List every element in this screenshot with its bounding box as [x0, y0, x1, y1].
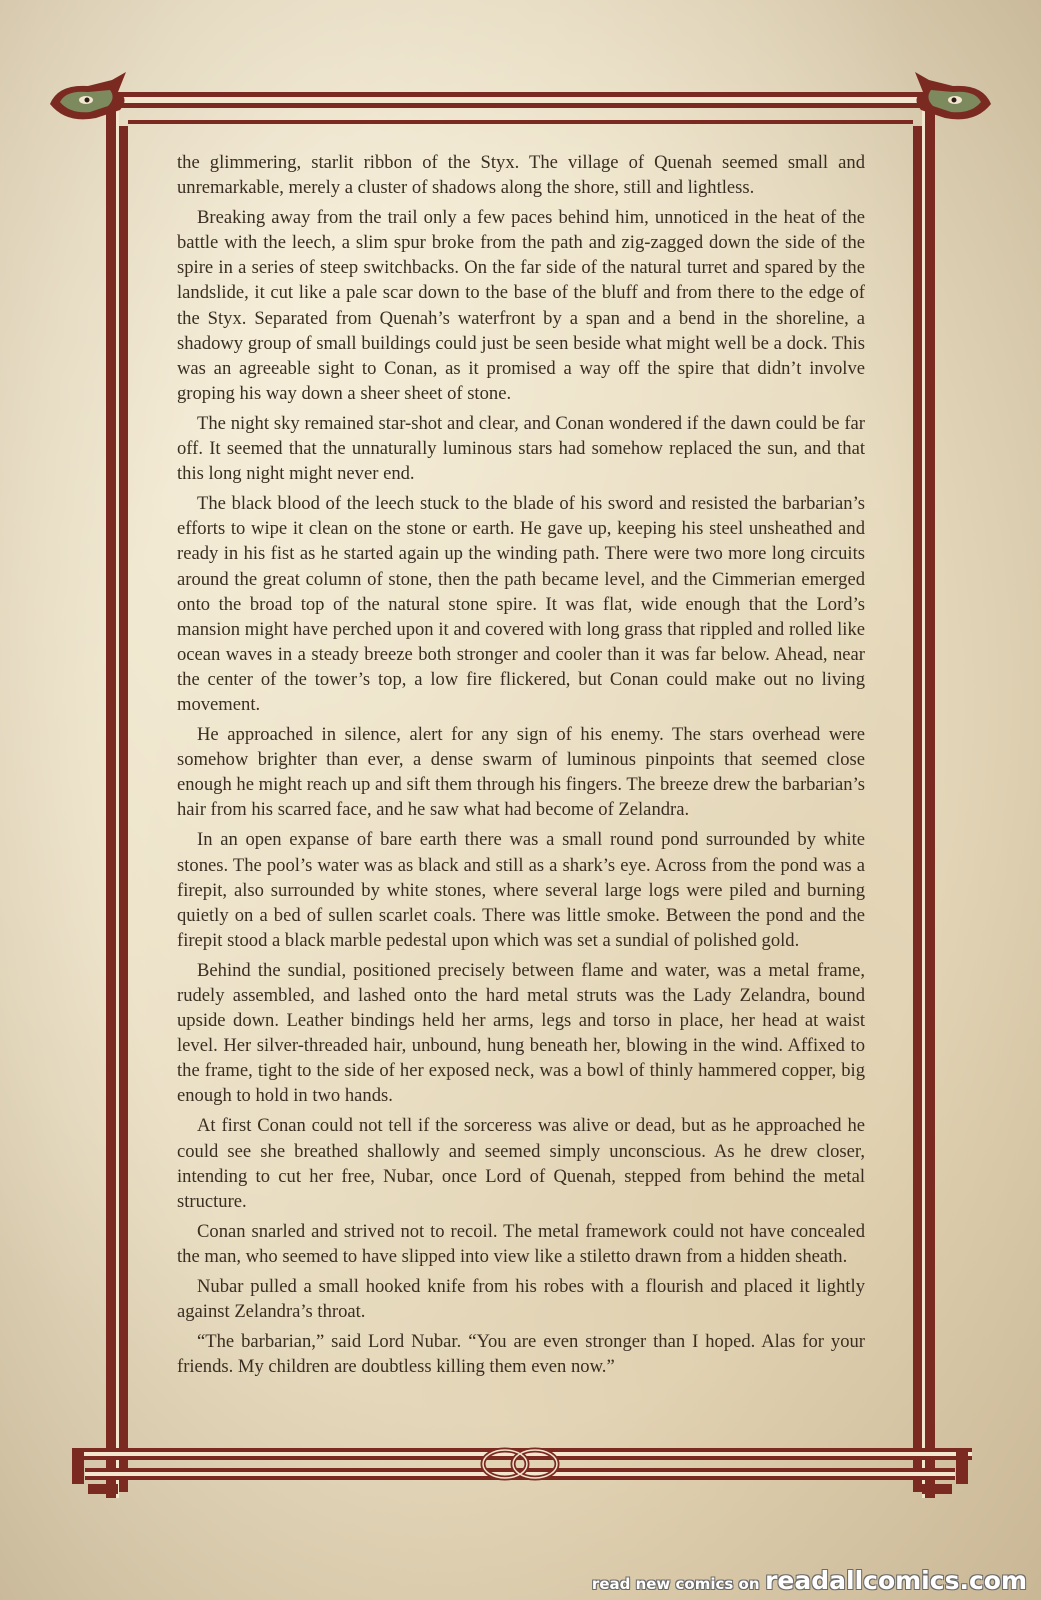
paragraph: Conan snarled and strived not to recoil. The metal framework could not have concealed the man, who seemed to have slipped into view like a stiletto drawn from a hidden sheath. [177, 1220, 865, 1267]
paragraph: Breaking away from the trail only a few paces behind him, unnoticed in the heat of the battle with the leech, a slim spur broke from the path and zig-zagged down the side of the spire in a series of steep switchbacks. On the far side of the natural turret and spared by the landslide, it cut like a pale scar down to the base of the bluff and from there to the edge of the Styx. Separated from Quenah’s waterfront by a span and a bend in the shoreline, a shadowy group of small buildings could just be seen beside what might well be a dock. This was an agreeable sight to Conan, as it promised a way off the spire that didn’t involve groping his way down a sheer sheet of stone. [177, 207, 865, 404]
paragraph: At first Conan could not tell if the sorceress was alive or dead, but as he approached he could see she breathed shallowly and seemed simply unconscious. As he drew closer, intending to cut her free, Nubar, once Lord of Quenah, stepped from behind the metal structure. [177, 1115, 865, 1212]
watermark [592, 1566, 1027, 1595]
paragraph: The black blood of the leech stuck to the blade of his sword and resisted the barbarian’s efforts to wipe it clean on the stone or earth. He gave up, keeping his steel unsheathed and ready in his fist as he started again up the winding path. There were two more long circuits around the great column of stone, then the path became level, and the Cimmerian emerged onto the broad top of the natural stone spire. It was flat, wide enough that the Lord’s mansion might have perched upon it and covered with long grass that rippled and rolled like ocean waves in a steady breeze both stronger and cooler than it was far below. Ahead, near the center of the tower’s top, a low fire flickered, but Conan could make out no living movement. [177, 493, 865, 715]
paragraph: “The barbarian,” said Lord Nubar. “You are even stronger than I hoped. Alas for your friends. My children are doubtless killing them even now.” [177, 1331, 865, 1378]
right-border-bar [913, 108, 935, 1498]
top-border-bar [92, 92, 949, 108]
inner-top-line [128, 120, 913, 124]
paragraph: Nubar pulled a small hooked knife from his robes with a flourish and placed it lightly against Zelandra’s throat. [177, 1276, 865, 1323]
watermark-prefix: read new comics on [591, 1575, 760, 1593]
watermark-site: readallcomics.com [765, 1566, 1027, 1595]
story-text [177, 150, 865, 1384]
paragraph: In an open expanse of bare earth there was a small round pond surrounded by white stones. The pool’s water was as black and still as a shark’s eye. Across from the pond was a firepit, also surrounded by white stones, where several large logs were piled and burning quietly on a bed of sullen scarlet coals. There was little smoke. Between the pond and the firepit stood a black marble pedestal upon which was set a sundial of polished gold. [177, 829, 865, 951]
paragraph: Behind the sundial, positioned precisely between flame and water, was a metal frame, rudely assembled, and lashed onto the hard metal struts was the Lady Zelandra, bound upside down. Leather bindings held her arms, legs and torso in place, her head at waist level. Her silver-threaded hair, unbound, hung beneath her, blowing in the wind. Affixed to the frame, tight to the side of her exposed neck, was a bowl of thinly hammered copper, big enough to hold in two hands. [177, 959, 865, 1107]
knot-ornament [483, 1450, 557, 1478]
left-border-bar [106, 108, 128, 1498]
paragraph: the glimmering, starlit ribbon of the Styx. The village of Quenah seemed small and unremarkable, merely a cluster of shadows along the shore, still and lightless. [177, 152, 865, 199]
paragraph: The night sky remained star-shot and clear, and Conan wondered if the dawn could be far off. It seemed that the unnaturally luminous stars had somehow replaced the sun, and that this long night might never end. [177, 412, 865, 485]
paragraph: He approached in silence, alert for any sign of his enemy. The stars overhead were somehow brighter than ever, a dense swarm of luminous pinpoints that seemed close enough he might reach up and sift them through his fingers. The breeze drew the barbarian’s hair from his scarred face, and he saw what had become of Zelandra. [177, 724, 865, 821]
